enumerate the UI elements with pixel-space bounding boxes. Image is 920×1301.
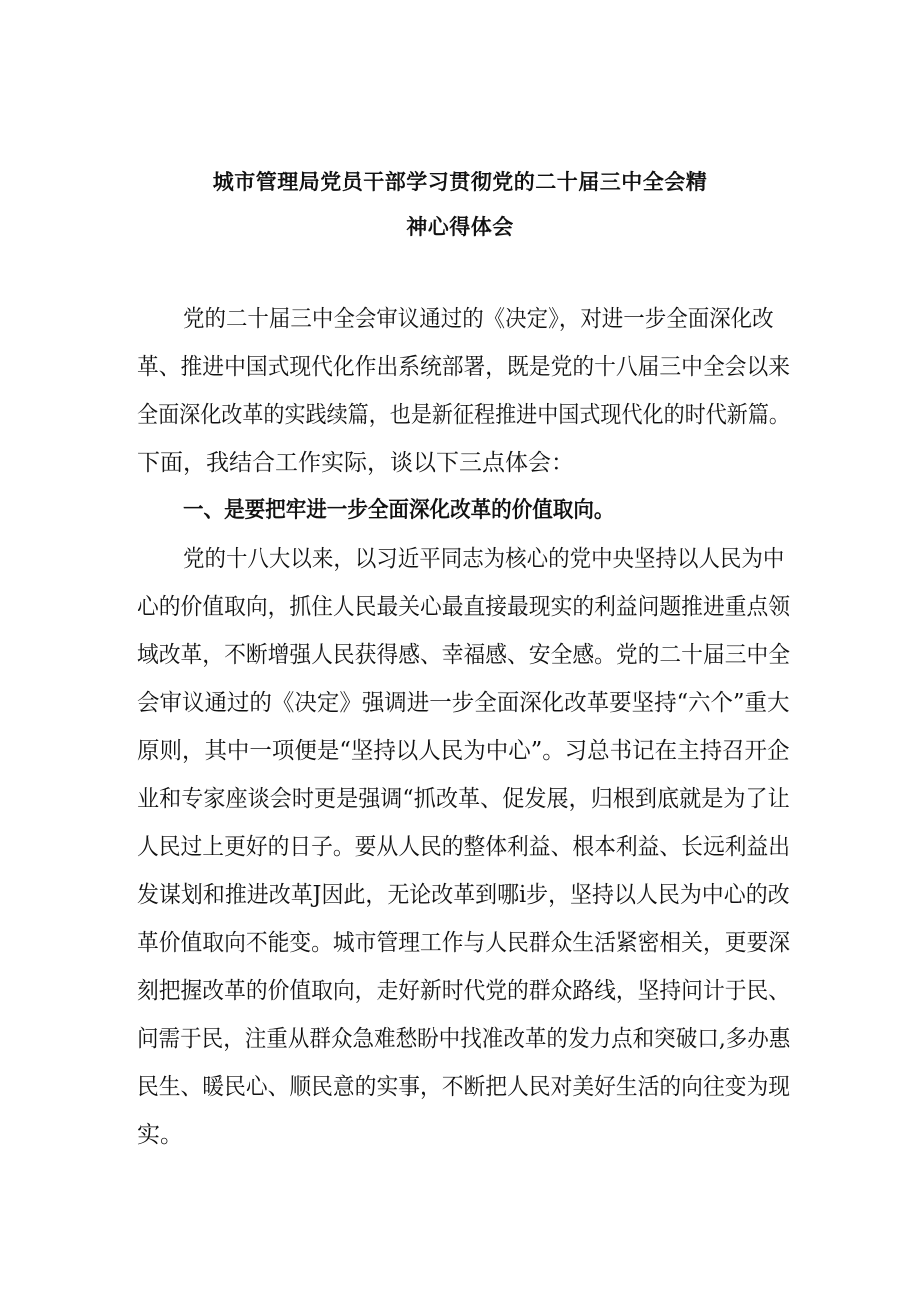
document-title-line-2: 神心得体会 bbox=[406, 215, 514, 239]
body-paragraph-line: 革价值取向不能变。城市管理工作与人民群众生活紧密相关，更要深 bbox=[137, 930, 791, 956]
section-heading-1: 一、是要把牢进一步全面深化改革的价值取向。 bbox=[183, 498, 615, 523]
body-paragraph-line: 原则，其中一项便是“坚持以人民为中心”。习总书记在主持召开企 bbox=[137, 738, 790, 764]
body-paragraph-line: 民生、暖民心、顺民意的实事，不断把人民对美好生活的向往变为现 bbox=[137, 1074, 791, 1100]
body-paragraph-line: 实。 bbox=[137, 1122, 183, 1148]
body-paragraph-line: 问需于民，注重从群众急难愁盼中找准改革的发力点和突破口,多办惠 bbox=[137, 1026, 791, 1052]
body-paragraph-line: 发谋划和推进改革J因此，无论改革到哪i步，坚持以人民为中心的改 bbox=[137, 882, 790, 908]
intro-paragraph-line: 全面深化改革的实践续篇，也是新征程推进中国式现代化的时代新篇。 bbox=[137, 402, 790, 428]
document-title-line-1: 城市管理局党员干部学习贯彻党的二十届三中全会精 bbox=[212, 170, 708, 194]
body-paragraph-line: 心的价值取向，抓住人民最关心最直接最现实的利益问题推进重点领 bbox=[137, 594, 791, 620]
intro-paragraph-line: 下面，我结合工作实际，谈以下三点体会： bbox=[137, 450, 574, 476]
body-paragraph-line: 刻把握改革的价值取向，走好新时代党的群众路线，坚持问计于民、 bbox=[137, 978, 791, 1004]
body-paragraph-line: 域改革，不断增强人民获得感、幸福感、安全感。党的二十届三中全 bbox=[137, 642, 791, 668]
intro-paragraph-line: 党的二十届三中全会审议通过的《决定》，对进一步全面深化改 bbox=[183, 306, 774, 332]
body-paragraph-line: 业和专家座谈会时更是强调“抓改革、促发展，归根到底就是为了让 bbox=[137, 786, 790, 812]
intro-paragraph-line: 革、推进中国式现代化作出系统部署，既是党的十八届三中全会以来 bbox=[137, 354, 791, 380]
body-paragraph-line: 党的十八大以来，以习近平同志为核心的党中央坚持以人民为中 bbox=[183, 546, 785, 572]
body-paragraph-line: 人民过上更好的日子。要从人民的整体利益、根本利益、长远利益出 bbox=[137, 834, 791, 860]
body-paragraph-line: 会审议通过的《决定》强调进一步全面深化改革要坚持“六个”重大 bbox=[137, 690, 790, 716]
